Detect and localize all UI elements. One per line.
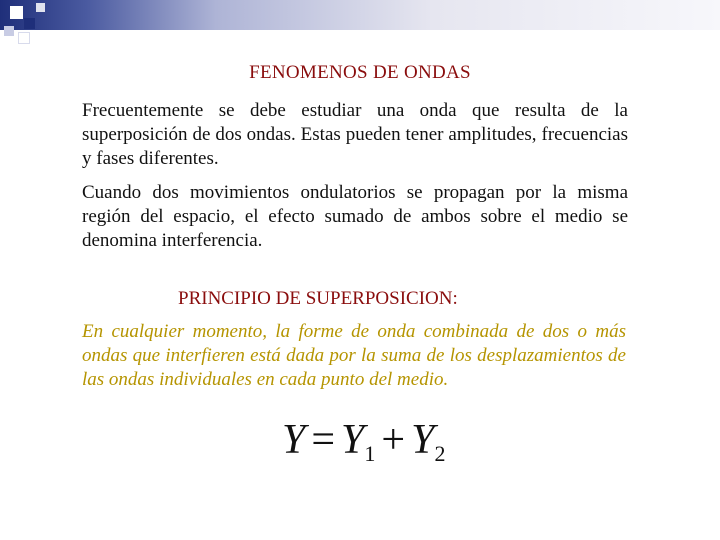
decorative-square: [10, 6, 23, 19]
formula-lhs: Y: [282, 417, 306, 463]
formula-plus: +: [381, 417, 406, 463]
principle-definition: En cualquier momento, la forme de onda combinada de dos o más ondas que interfieren está dada por la suma de los desplazamientos de las ondas individuales en cada punto del medio.: [82, 321, 626, 390]
slide-title: FENOMENOS DE ONDAS: [249, 62, 471, 83]
formula-sub1: 1: [364, 441, 376, 466]
decorative-square: [18, 32, 30, 44]
decorative-square: [4, 26, 14, 36]
header-gradient-bar: [0, 0, 720, 30]
superposition-formula: [282, 416, 445, 467]
paragraph-superposition: Frecuentemente se debe estudiar una onda que resulta de la superposición de dos ondas. Estas pueden tener amplitudes, frecuencias y fases diferentes.: [82, 100, 628, 169]
principle-title: PRINCIPIO DE SUPERPOSICION:: [178, 288, 458, 309]
formula-term1: Y: [341, 417, 365, 463]
formula-term2: Y: [411, 417, 435, 463]
paragraph-interference: Cuando dos movimientos ondulatorios se propagan por la misma región del espacio, el efecto sumado de ambos sobre el medio se denomina interferencia.: [82, 182, 628, 251]
decorative-square: [24, 18, 35, 29]
formula-equals: =: [311, 417, 336, 463]
formula-sub2: 2: [434, 441, 446, 466]
decorative-square: [36, 3, 45, 12]
